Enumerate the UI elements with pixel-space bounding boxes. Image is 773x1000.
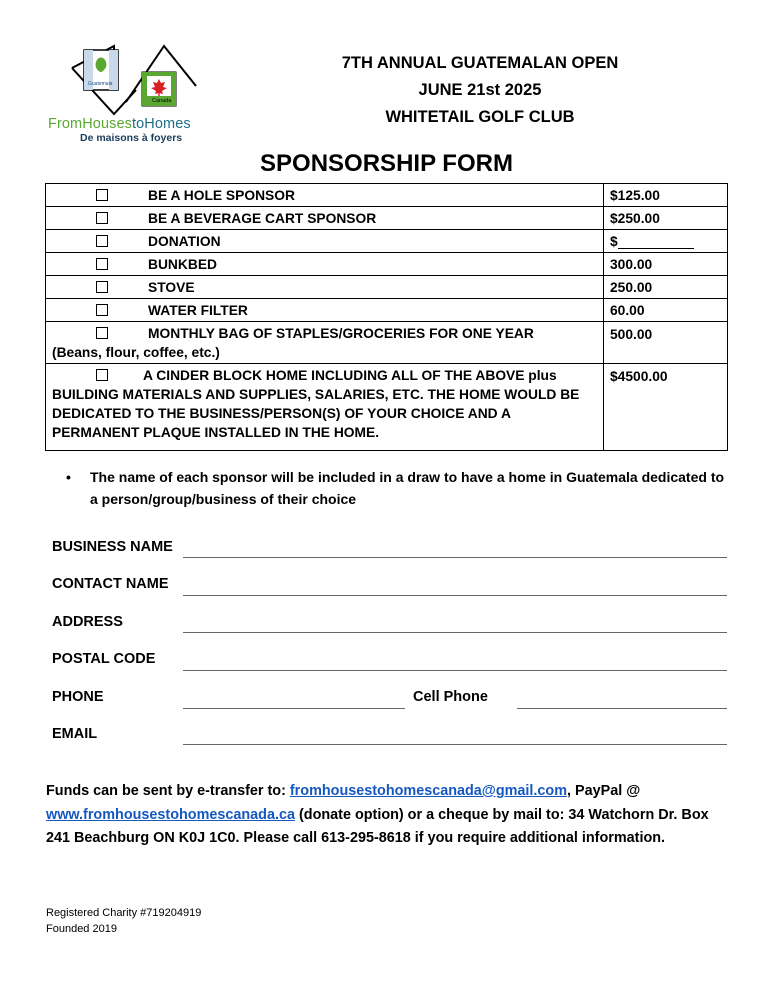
table-row	[46, 364, 728, 451]
option-label: A CINDER BLOCK HOME INCLUDING ALL OF THE ABOVE plus	[143, 368, 557, 383]
form-title: SPONSORSHIP FORM	[260, 150, 513, 177]
etransfer-email-link[interactable]: fromhousestohomescanada@gmail.com	[289, 783, 568, 799]
payment-text-mail: (donate option) or a cheque by mail to: 34 Watchorn Dr. Box 241 Beachburg ON K0J 1C0. Please call 613-295-8618 if you require additional information.	[46, 806, 709, 846]
option-details: (Beans, flour, coffee, etc.)	[52, 345, 220, 360]
option-label: MONTHLY BAG OF STAPLES/GROCERIES FOR ONE YEAR	[148, 326, 534, 341]
table-row	[46, 230, 728, 253]
option-amount: 250.00	[604, 276, 728, 299]
payment-text-intro: Funds can be sent by e-transfer to:	[46, 783, 290, 799]
contact-name-label: CONTACT NAME	[52, 576, 169, 592]
sponsor-draw-text: The name of each sponsor will be included in a draw to have a home in Guatemala dedicated to a person/group/business of their choice	[90, 469, 725, 507]
canada-logo-label: Canada	[152, 98, 172, 104]
event-venue: WHITETAIL GOLF CLUB	[385, 108, 575, 126]
logo-wordmark	[48, 116, 191, 132]
table-row	[46, 207, 728, 230]
website-link[interactable]: www.fromhousestohomescanada.ca	[46, 806, 295, 823]
business-name-label: BUSINESS NAME	[52, 539, 173, 555]
option-label: BE A BEVERAGE CART SPONSOR	[148, 211, 377, 226]
checkbox[interactable]	[96, 369, 108, 381]
logo-subtitle: De maisons à foyers	[80, 132, 183, 144]
option-amount: 60.00	[604, 299, 728, 322]
email-label: EMAIL	[52, 726, 98, 742]
payment-text-paypal: , PayPal @	[567, 783, 641, 799]
option-label: WATER FILTER	[148, 303, 248, 318]
option-label: BE A HOLE SPONSOR	[148, 188, 295, 203]
address-field[interactable]	[183, 632, 727, 633]
checkbox[interactable]	[96, 304, 108, 316]
checkbox[interactable]	[96, 258, 108, 270]
option-amount: $125.00	[604, 184, 728, 207]
checkbox[interactable]	[96, 212, 108, 224]
event-name: 7TH ANNUAL GUATEMALAN OPEN	[341, 54, 619, 72]
logo-wordmark-part2: toHomes	[132, 116, 191, 132]
option-amount: $	[610, 234, 618, 249]
event-header	[300, 50, 660, 131]
option-label: STOVE	[148, 280, 195, 295]
guatemala-logo-label: Guatemala	[88, 81, 113, 87]
bullet-icon: •	[66, 469, 71, 485]
cell-phone-field[interactable]	[517, 708, 727, 709]
table-row	[46, 184, 728, 207]
charity-info	[46, 905, 201, 937]
charity-number: Registered Charity #719204919	[46, 907, 202, 919]
postal-code-field[interactable]	[183, 670, 727, 671]
option-amount: 500.00	[604, 322, 728, 364]
event-date: JUNE 21st 2025	[418, 81, 542, 99]
payment-instructions	[46, 780, 736, 851]
option-amount: 300.00	[604, 253, 728, 276]
option-label: DONATION	[148, 234, 221, 249]
option-label: BUNKBED	[148, 257, 217, 272]
logo-wordmark-part1: FromHouses	[48, 116, 132, 132]
phone-field[interactable]	[183, 708, 405, 709]
postal-code-label: POSTAL CODE	[52, 651, 156, 667]
checkbox[interactable]	[96, 189, 108, 201]
founded-year: Founded 2019	[46, 923, 117, 935]
contact-name-field[interactable]	[183, 595, 727, 596]
table-row	[46, 299, 728, 322]
sponsor-draw-note	[66, 466, 726, 510]
option-amount: $4500.00	[604, 364, 728, 451]
donation-amount-blank[interactable]	[618, 234, 694, 249]
table-row	[46, 253, 728, 276]
phone-label: PHONE	[52, 689, 104, 705]
option-details: BUILDING MATERIALS AND SUPPLIES, SALARIES, ETC. THE HOME WOULD BE DEDICATED TO THE BUSINESS/PERSON(S) OF YOUR CHOICE AND A PERMANENT PLAQUE INSTALLED IN THE HOME.	[52, 387, 580, 440]
sponsorship-options-table	[45, 183, 728, 451]
email-field[interactable]	[183, 744, 727, 745]
checkbox[interactable]	[96, 327, 108, 339]
table-row	[46, 322, 728, 364]
checkbox[interactable]	[96, 235, 108, 247]
table-row	[46, 276, 728, 299]
business-name-field[interactable]	[183, 557, 727, 558]
option-amount: $250.00	[604, 207, 728, 230]
address-label: ADDRESS	[52, 614, 123, 630]
cell-phone-label: Cell Phone	[413, 689, 488, 705]
checkbox[interactable]	[96, 281, 108, 293]
